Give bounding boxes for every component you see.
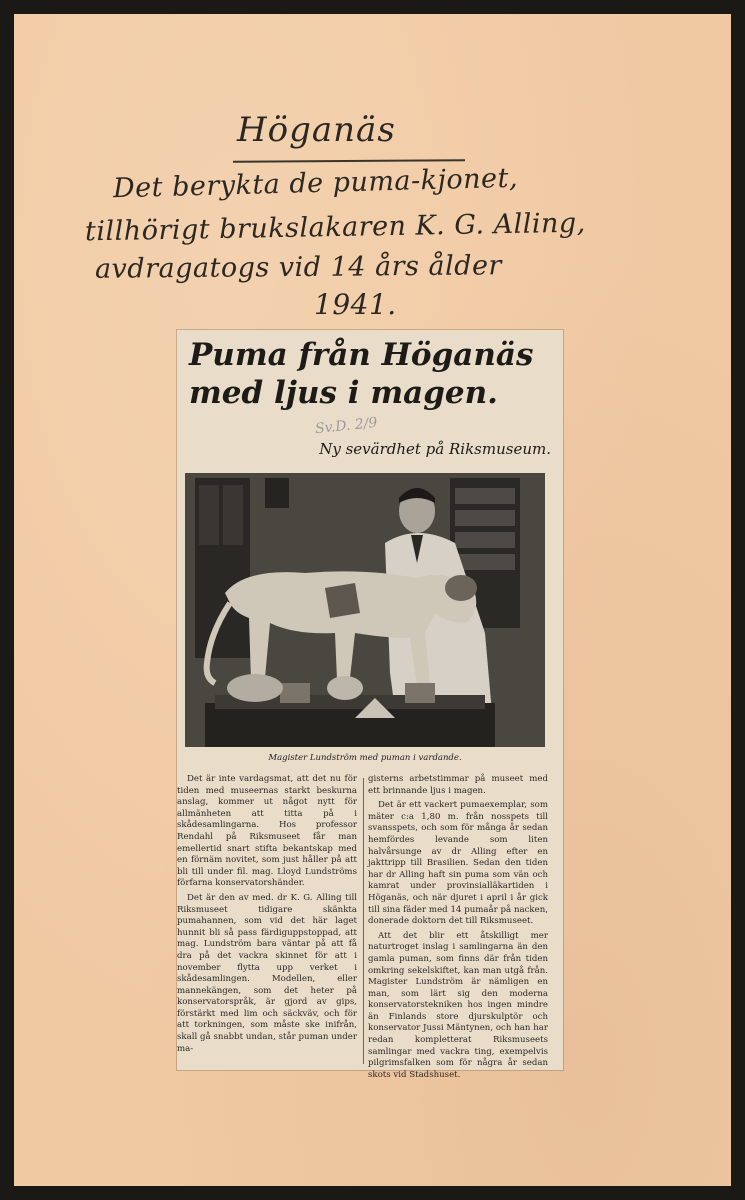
article-column-right bbox=[368, 774, 548, 1084]
handwritten-line-3: avdragatogs vid 14 års ålder bbox=[94, 250, 503, 285]
taxidermy-photo-illustration bbox=[185, 473, 545, 747]
handwritten-line-1: Det berykta de puma-kjonet, bbox=[112, 162, 519, 205]
clipping-subheading: Ny sevärdhet på Riksmuseum. bbox=[319, 440, 551, 458]
paragraph: Det är den av med. dr K. G. Alling till Riksmuseet tidigare skänkta pumahannen, som vid det här laget hunnit bli så pass färdiguppstoppad, att mag. Lundström bara väntar på att få dra på det vackra skinnet för att i november flytta upp verket i skådesamlingen. Modellen, eller mannekängen, som det heter på konservatorspråk, är gjord av gips, förstärkt med lim och säckväv, och för att torkningen, som måste ske inifrån, skall gå snabbt undan, står puman under ma- bbox=[177, 892, 357, 1054]
date-stamp: Sv.D. 2/9 bbox=[314, 414, 379, 438]
newspaper-clipping bbox=[177, 330, 563, 1080]
article-column-left bbox=[177, 774, 357, 1058]
clipping-headline: Puma från Höganäs med ljus i magen. bbox=[189, 337, 534, 411]
column-divider bbox=[363, 778, 364, 1064]
paragraph: Det är inte vardagsmat, att det nu för tiden med museernas starkt beskurna anslag, kommer ut något nytt för allmänheten att titta på i skådesamlingarna. Hos professor Rendahl på Riksmuseet får man emellertid snart stifta bekantskap med en förnäm novitet, som just håller på att bli till under fil. mag. Lloyd Lundströms förfarna konservatorshänder. bbox=[177, 774, 357, 889]
clipping-photo bbox=[185, 473, 545, 747]
handwritten-line-2: tillhörigt brukslakaren K. G. Alling, bbox=[84, 207, 587, 248]
paragraph: Det är ett vackert pumaexemplar, som mäter c:a 1,80 m. från nosspets till svansspets, och som för många år sedan hemfördes levande som liten halvårsunge av dr Alling efter en jakttripp till Brasilien. Sedan den tiden har dr Alling haft sin puma som vän och kamrat under provinsialläkartiden i Höganäs, och när djuret i april i år gick till sina fäder med 14 pumaår på nacken, donerade doktorn det till Riksmuseet. bbox=[368, 800, 548, 927]
paragraph: gisterns arbetstimmar på museet med ett brinnande ljus i magen. bbox=[368, 774, 548, 796]
photo-caption: Magister Lundström med puman i vardande. bbox=[268, 753, 462, 763]
handwritten-year: 1941. bbox=[314, 288, 397, 321]
handwritten-title: Höganäs bbox=[237, 110, 396, 150]
paragraph: Att det blir ett åtskilligt mer naturtroget inslag i samlingarna än den gamla puman, som finns där från tiden omkring sekelskiftet, kan man utgå från. Magister Lundström är nämligen en man, som lärt sig den moderna konservatorstekniken hos ingen mindre än Finlands store djurskulptör och konservator Jussi Mäntynen, och han har redan kompletterat Riksmuseets samlingar med vackra ting, exempelvis pilgrimsfalken som för några år sedan skots vid Stadshuset. bbox=[368, 930, 548, 1080]
